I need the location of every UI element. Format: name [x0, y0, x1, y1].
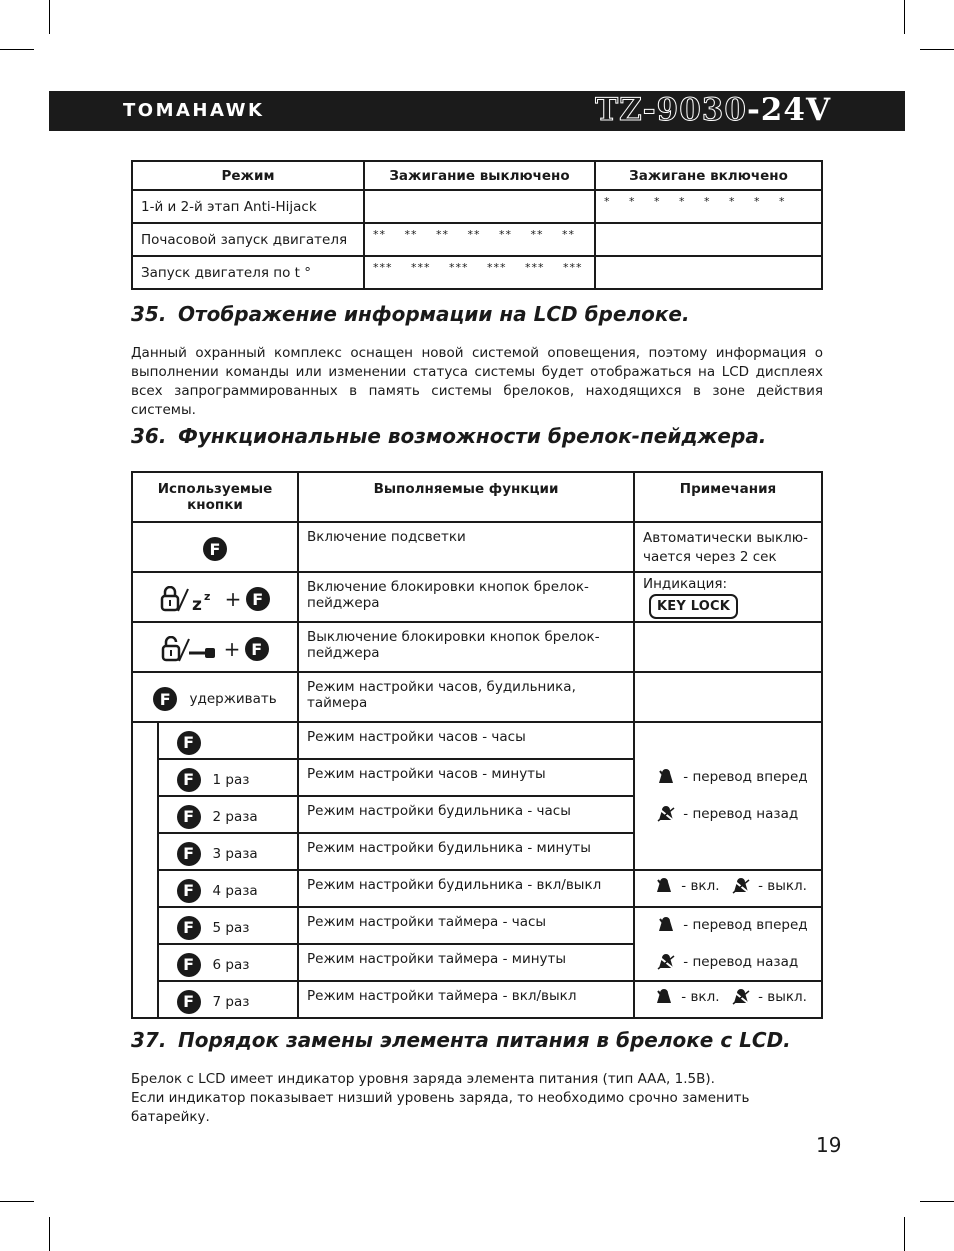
- hold-label: удерживать: [189, 691, 277, 707]
- function-cell: Включение блокировки кнопок брелок-пейджера: [298, 572, 634, 622]
- table-header: Выполняемые функции: [298, 472, 634, 522]
- table-row: [132, 522, 822, 572]
- unlock-key-icon: [161, 636, 219, 662]
- press-count: 2 раза: [212, 808, 258, 825]
- button-cell: [132, 572, 298, 622]
- crop-mark: [0, 1201, 34, 1202]
- back-label: - перевод назад: [683, 954, 799, 970]
- table-cell: ** ** ** ** ** ** **: [364, 223, 595, 256]
- note-cell: [634, 672, 822, 722]
- table-header: Зажигане включено: [595, 161, 822, 190]
- table-row: [132, 870, 822, 907]
- header-band: [49, 91, 905, 131]
- bell-on-icon: [657, 917, 675, 933]
- table-header: Примечания: [634, 472, 822, 522]
- section-number: 36.: [131, 424, 167, 448]
- function-cell: Выключение блокировки кнопок брелок-пейджера: [298, 622, 634, 672]
- function-cell: Режим настройки таймера - часы: [298, 907, 634, 944]
- function-cell: Режим настройки будильника - часы: [298, 796, 634, 833]
- button-cell: [158, 944, 298, 981]
- f-button-icon: F: [177, 879, 201, 903]
- section-37-text: [131, 1070, 823, 1127]
- brand-logo: TOMAHAWK: [123, 100, 265, 121]
- function-cell: Режим настройки часов, будильника, таймера: [298, 672, 634, 722]
- lock-sleep-icon: [160, 586, 220, 612]
- button-cell: [158, 907, 298, 944]
- f-button-icon: F: [177, 916, 201, 940]
- model-outline: TZ-9030: [595, 92, 747, 128]
- table-cell: *** *** *** *** *** ***: [364, 256, 595, 289]
- table-cell: [595, 256, 822, 289]
- section-number: 35.: [131, 302, 167, 326]
- crop-mark: [0, 49, 34, 50]
- off-label: - выкл.: [758, 878, 807, 894]
- button-cell: [158, 796, 298, 833]
- button-cell: [158, 981, 298, 1018]
- note-cell: [634, 981, 822, 1018]
- section-37-line: Если индикатор показывает низший уровень заряда, то необходимо срочно заменить батарейку.: [131, 1090, 750, 1125]
- model-name: [595, 92, 831, 128]
- table-row: [132, 907, 822, 944]
- table-cell: [364, 190, 595, 223]
- function-cell: Режим настройки таймера - вкл/выкл: [298, 981, 634, 1018]
- table-cell: Почасовой запуск двигателя: [132, 223, 364, 256]
- back-label: - перевод назад: [683, 806, 799, 822]
- press-count: 1 раз: [212, 771, 250, 788]
- table-row: [132, 722, 822, 759]
- plus-sign: +: [224, 587, 242, 611]
- f-button-icon: F: [177, 731, 201, 755]
- f-button-icon: F: [177, 768, 201, 792]
- crop-mark: [49, 0, 50, 34]
- press-count: 6 раз: [212, 956, 250, 973]
- indication-label: Индикация:: [643, 576, 728, 592]
- note-cell: [634, 622, 822, 672]
- bell-off-icon: [732, 878, 750, 894]
- section-title-text: Отображение информации на LCD брелоке.: [178, 302, 690, 326]
- note-cell: [634, 572, 822, 622]
- press-count: 4 раза: [212, 882, 258, 899]
- table-header: Зажигание выключено: [364, 161, 595, 190]
- functions-table: [131, 471, 823, 1019]
- section-37-line: Брелок с LCD имеет индикатор уровня заряда элемента питания (тип AAA, 1.5В).: [131, 1071, 715, 1087]
- bell-off-icon: [657, 806, 675, 822]
- function-cell: Режим настройки часов - минуты: [298, 759, 634, 796]
- forward-label: - перевод вперед: [683, 769, 808, 785]
- table-cell: [595, 223, 822, 256]
- table-row: [132, 572, 822, 622]
- crop-mark: [920, 49, 954, 50]
- bell-on-icon: [657, 769, 675, 785]
- f-button-icon: F: [177, 805, 201, 829]
- f-button-icon: F: [246, 587, 270, 611]
- f-button-icon: F: [245, 637, 269, 661]
- section-number: 37.: [131, 1028, 167, 1052]
- button-cell: [132, 522, 298, 572]
- mode-table: [131, 160, 823, 290]
- table-cell: * * * * * * * *: [595, 190, 822, 223]
- note-cell: Автоматически выклю-чается через 2 сек: [634, 522, 822, 572]
- table-header-row: [132, 472, 822, 522]
- table-row: [132, 622, 822, 672]
- button-cell: [158, 870, 298, 907]
- table-row: [132, 672, 822, 722]
- press-count: 3 раза: [212, 845, 258, 862]
- f-button-icon: F: [177, 990, 201, 1014]
- table-cell: Запуск двигателя по t °: [132, 256, 364, 289]
- function-cell: Режим настройки таймера - минуты: [298, 944, 634, 981]
- table-row: [132, 223, 822, 256]
- table-cell: 1-й и 2-й этап Anti-Hijack: [132, 190, 364, 223]
- press-count: 7 раз: [212, 993, 250, 1010]
- model-suffix: -24V: [746, 92, 831, 128]
- svg-text:z: z: [204, 590, 211, 603]
- indent-cell: [132, 722, 158, 1018]
- table-row: [132, 981, 822, 1018]
- table-header-row: [132, 161, 822, 190]
- plus-sign: +: [223, 637, 241, 661]
- crop-mark: [904, 1217, 905, 1251]
- note-cell: [634, 907, 822, 981]
- button-cell: [132, 622, 298, 672]
- button-cell: [158, 833, 298, 870]
- f-button-icon: F: [177, 842, 201, 866]
- function-cell: Режим настройки часов - часы: [298, 722, 634, 759]
- press-count: 5 раз: [212, 919, 250, 936]
- bell-on-icon: [655, 878, 673, 894]
- button-cell: [158, 722, 298, 759]
- f-button-icon: F: [177, 953, 201, 977]
- table-row: [132, 190, 822, 223]
- section-37-title: [131, 1028, 791, 1052]
- function-cell: Включение подсветки: [298, 522, 634, 572]
- function-cell: Режим настройки будильника - вкл/выкл: [298, 870, 634, 907]
- section-35-title: [131, 302, 690, 326]
- f-button-icon: F: [203, 537, 227, 561]
- section-35-text: Данный охранный комплекс оснащен новой системой оповещения, поэтому информация о выполнении команды или изменении статуса системы будет отображаться на LCD дисплеях всех запрограммированных в память системы брелоков, находящихся в зоне действия системы.: [131, 345, 823, 418]
- button-cell: [158, 759, 298, 796]
- section-36-title: [131, 424, 766, 448]
- note-cell: [634, 870, 822, 907]
- table-row: [132, 256, 822, 289]
- table-header: Режим: [132, 161, 364, 190]
- svg-text:z: z: [192, 595, 203, 612]
- function-cell: Режим настройки будильника - минуты: [298, 833, 634, 870]
- button-cell: [132, 672, 298, 722]
- key-lock-badge: KEY LOCK: [649, 594, 738, 619]
- crop-mark: [49, 1217, 50, 1251]
- crop-mark: [920, 1201, 954, 1202]
- bell-off-icon: [732, 989, 750, 1005]
- section-title-text: Функциональные возможности брелок-пейджера.: [178, 424, 767, 448]
- on-label: - вкл.: [681, 989, 720, 1005]
- page-number: 19: [816, 1133, 842, 1157]
- on-label: - вкл.: [681, 878, 720, 894]
- f-button-icon: F: [153, 687, 177, 711]
- bell-on-icon: [655, 989, 673, 1005]
- forward-label: - перевод вперед: [683, 917, 808, 933]
- section-title-text: Порядок замены элемента питания в брелоке с LCD.: [178, 1028, 791, 1052]
- crop-mark: [904, 0, 905, 34]
- note-cell: [634, 722, 822, 870]
- off-label: - выкл.: [758, 989, 807, 1005]
- bell-off-icon: [657, 954, 675, 970]
- table-header: Используемые кнопки: [132, 472, 298, 522]
